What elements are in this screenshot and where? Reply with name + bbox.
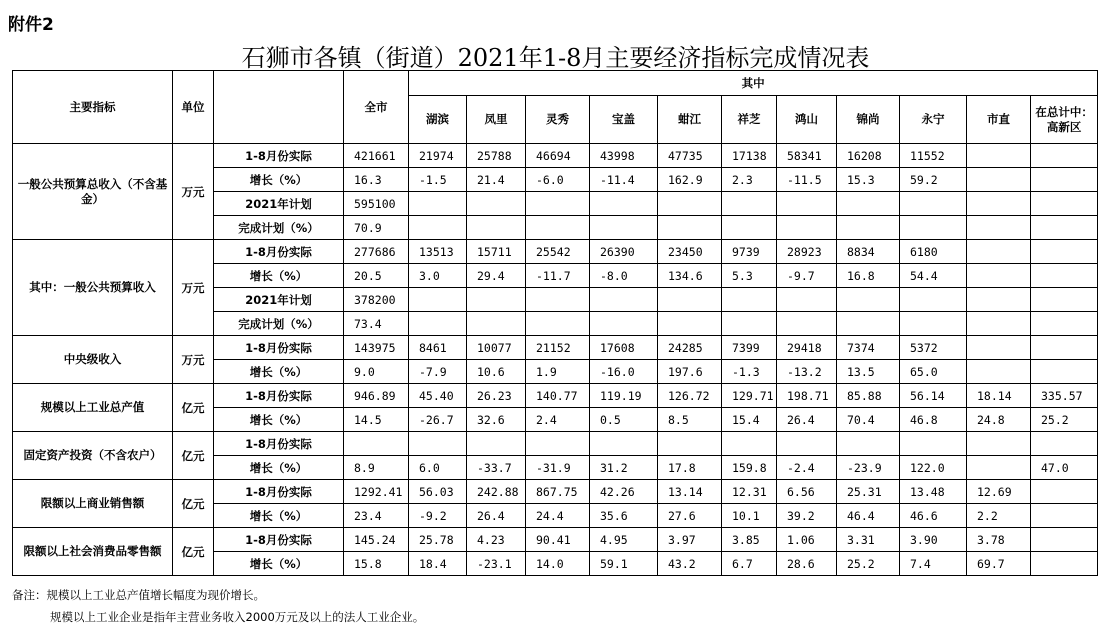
indicator-name: 中央级收入: [13, 336, 173, 384]
value-cell: 31.2: [590, 456, 658, 480]
value-cell: [526, 216, 590, 240]
value-cell: 867.75: [526, 480, 590, 504]
value-cell: 145.24: [344, 528, 409, 552]
table-header: [13, 71, 1098, 144]
value-cell: [1031, 312, 1098, 336]
value-cell: 129.71: [722, 384, 777, 408]
table-title: 石狮市各镇（街道）2021年1-8月主要经济指标完成情况表: [241, 44, 870, 72]
value-cell: [1031, 216, 1098, 240]
value-cell: [1031, 264, 1098, 288]
row-label: 增长（%）: [214, 456, 344, 480]
value-cell: 32.6: [467, 408, 526, 432]
value-cell: 9739: [722, 240, 777, 264]
value-cell: 6.0: [409, 456, 467, 480]
value-cell: -23.1: [467, 552, 526, 576]
row-label: 1-8月份实际: [214, 480, 344, 504]
value-cell: [658, 312, 722, 336]
value-cell: 90.41: [526, 528, 590, 552]
value-cell: 3.85: [722, 528, 777, 552]
value-cell: 28.6: [777, 552, 837, 576]
row-label: 增长（%）: [214, 552, 344, 576]
value-cell: 335.57: [1031, 384, 1098, 408]
header-unit: 单位: [173, 71, 214, 144]
value-cell: 17608: [590, 336, 658, 360]
value-cell: -2.4: [777, 456, 837, 480]
value-cell: 3.78: [967, 528, 1031, 552]
value-cell: 2.4: [526, 408, 590, 432]
value-cell: 10.6: [467, 360, 526, 384]
value-cell: [526, 288, 590, 312]
value-cell: [837, 216, 900, 240]
value-cell: 119.19: [590, 384, 658, 408]
value-cell: 46694: [526, 144, 590, 168]
value-cell: [409, 192, 467, 216]
value-cell: 15.4: [722, 408, 777, 432]
value-cell: 159.8: [722, 456, 777, 480]
value-cell: [967, 336, 1031, 360]
value-cell: -11.4: [590, 168, 658, 192]
value-cell: 13.5: [837, 360, 900, 384]
row-label: 1-8月份实际: [214, 336, 344, 360]
value-cell: 59.2: [900, 168, 967, 192]
value-cell: 197.6: [658, 360, 722, 384]
value-cell: [590, 192, 658, 216]
value-cell: 23450: [658, 240, 722, 264]
value-cell: 6.7: [722, 552, 777, 576]
header-main-indicator: 主要指标: [13, 71, 173, 144]
value-cell: 13.48: [900, 480, 967, 504]
value-cell: [1031, 168, 1098, 192]
indicator-unit: 亿元: [173, 384, 214, 432]
row-label: 1-8月份实际: [214, 432, 344, 456]
value-cell: 1.06: [777, 528, 837, 552]
value-cell: [777, 312, 837, 336]
indicator-name: 固定资产投资（不含农户）: [13, 432, 173, 480]
header-district: 市直: [967, 96, 1031, 144]
value-cell: 43.2: [658, 552, 722, 576]
value-cell: 8.9: [344, 456, 409, 480]
row-label: 增长（%）: [214, 408, 344, 432]
value-cell: 16.3: [344, 168, 409, 192]
value-cell: 47735: [658, 144, 722, 168]
header-district: 蚶江: [658, 96, 722, 144]
value-cell: 26.23: [467, 384, 526, 408]
indicator-unit: 万元: [173, 240, 214, 336]
value-cell: 15.3: [837, 168, 900, 192]
value-cell: [1031, 192, 1098, 216]
value-cell: [526, 432, 590, 456]
value-cell: 46.8: [900, 408, 967, 432]
value-cell: [1031, 240, 1098, 264]
header-row: [13, 71, 1098, 96]
value-cell: 47.0: [1031, 456, 1098, 480]
attachment-label: 附件2: [8, 15, 54, 35]
value-cell: 39.2: [777, 504, 837, 528]
value-cell: 0.5: [590, 408, 658, 432]
note-line: 规模以上工业企业是指年主营业务收入2000万元及以上的法人工业企业。: [50, 610, 425, 624]
value-cell: 6180: [900, 240, 967, 264]
value-cell: 6.56: [777, 480, 837, 504]
value-cell: 23.4: [344, 504, 409, 528]
value-cell: 15.8: [344, 552, 409, 576]
indicator-name: 一般公共预算总收入（不含基金）: [13, 144, 173, 240]
value-cell: [967, 360, 1031, 384]
value-cell: 70.9: [344, 216, 409, 240]
value-cell: -23.9: [837, 456, 900, 480]
indicator-name: 其中：一般公共预算收入: [13, 240, 173, 336]
value-cell: 20.5: [344, 264, 409, 288]
value-cell: 7399: [722, 336, 777, 360]
value-cell: [526, 312, 590, 336]
table-body: [13, 144, 1098, 576]
table-row: [13, 240, 1098, 264]
value-cell: 46.6: [900, 504, 967, 528]
value-cell: 21.4: [467, 168, 526, 192]
value-cell: [467, 192, 526, 216]
value-cell: 26.4: [777, 408, 837, 432]
value-cell: 25.2: [837, 552, 900, 576]
value-cell: -1.5: [409, 168, 467, 192]
value-cell: 140.77: [526, 384, 590, 408]
value-cell: 162.9: [658, 168, 722, 192]
value-cell: 126.72: [658, 384, 722, 408]
indicator-unit: 亿元: [173, 432, 214, 480]
row-label: 1-8月份实际: [214, 384, 344, 408]
value-cell: 9.0: [344, 360, 409, 384]
value-cell: 24285: [658, 336, 722, 360]
value-cell: [837, 288, 900, 312]
value-cell: [590, 216, 658, 240]
value-cell: [900, 288, 967, 312]
value-cell: 65.0: [900, 360, 967, 384]
value-cell: 35.6: [590, 504, 658, 528]
value-cell: [467, 288, 526, 312]
value-cell: 73.4: [344, 312, 409, 336]
value-cell: 5372: [900, 336, 967, 360]
value-cell: [837, 312, 900, 336]
value-cell: 45.40: [409, 384, 467, 408]
value-cell: [1031, 336, 1098, 360]
value-cell: 946.89: [344, 384, 409, 408]
value-cell: [658, 432, 722, 456]
value-cell: 56.03: [409, 480, 467, 504]
value-cell: [967, 216, 1031, 240]
value-cell: 242.88: [467, 480, 526, 504]
table-row: [13, 480, 1098, 504]
table-row: [13, 336, 1098, 360]
indicator-unit: 万元: [173, 336, 214, 384]
indicator-unit: 万元: [173, 144, 214, 240]
value-cell: [1031, 552, 1098, 576]
value-cell: [658, 288, 722, 312]
value-cell: 198.71: [777, 384, 837, 408]
value-cell: 15711: [467, 240, 526, 264]
value-cell: 8834: [837, 240, 900, 264]
indicator-table: [12, 70, 1098, 576]
value-cell: 43998: [590, 144, 658, 168]
value-cell: 29418: [777, 336, 837, 360]
value-cell: 59.1: [590, 552, 658, 576]
value-cell: [722, 216, 777, 240]
value-cell: [1031, 144, 1098, 168]
value-cell: -8.0: [590, 264, 658, 288]
value-cell: [658, 216, 722, 240]
value-cell: 18.14: [967, 384, 1031, 408]
value-cell: [967, 168, 1031, 192]
header-of-which: 其中: [409, 71, 1098, 96]
value-cell: 3.97: [658, 528, 722, 552]
value-cell: [409, 312, 467, 336]
value-cell: 18.4: [409, 552, 467, 576]
value-cell: 12.31: [722, 480, 777, 504]
table-row: [13, 384, 1098, 408]
value-cell: 24.8: [967, 408, 1031, 432]
value-cell: 56.14: [900, 384, 967, 408]
value-cell: [344, 432, 409, 456]
value-cell: -7.9: [409, 360, 467, 384]
value-cell: [837, 432, 900, 456]
value-cell: -9.7: [777, 264, 837, 288]
value-cell: 16208: [837, 144, 900, 168]
value-cell: 143975: [344, 336, 409, 360]
value-cell: 29.4: [467, 264, 526, 288]
value-cell: [967, 288, 1031, 312]
value-cell: [722, 288, 777, 312]
value-cell: 25.2: [1031, 408, 1098, 432]
value-cell: [409, 288, 467, 312]
value-cell: [590, 312, 658, 336]
value-cell: 421661: [344, 144, 409, 168]
header-district: 灵秀: [526, 96, 590, 144]
value-cell: [722, 312, 777, 336]
value-cell: 17138: [722, 144, 777, 168]
value-cell: 10.1: [722, 504, 777, 528]
value-cell: 28923: [777, 240, 837, 264]
value-cell: 378200: [344, 288, 409, 312]
value-cell: 21974: [409, 144, 467, 168]
value-cell: 54.4: [900, 264, 967, 288]
value-cell: 3.90: [900, 528, 967, 552]
header-district: 湖滨: [409, 96, 467, 144]
value-cell: [900, 312, 967, 336]
value-cell: [526, 192, 590, 216]
value-cell: -31.9: [526, 456, 590, 480]
value-cell: 13513: [409, 240, 467, 264]
value-cell: [967, 144, 1031, 168]
value-cell: [967, 264, 1031, 288]
table-row: [13, 528, 1098, 552]
value-cell: 17.8: [658, 456, 722, 480]
value-cell: 12.69: [967, 480, 1031, 504]
value-cell: -11.5: [777, 168, 837, 192]
value-cell: 5.3: [722, 264, 777, 288]
value-cell: 42.26: [590, 480, 658, 504]
header-district: 宝盖: [590, 96, 658, 144]
table-row: [13, 432, 1098, 456]
value-cell: [409, 216, 467, 240]
indicator-name: 限额以上商业销售额: [13, 480, 173, 528]
value-cell: 8461: [409, 336, 467, 360]
value-cell: -11.7: [526, 264, 590, 288]
value-cell: [722, 432, 777, 456]
value-cell: [967, 192, 1031, 216]
value-cell: -16.0: [590, 360, 658, 384]
value-cell: 122.0: [900, 456, 967, 480]
indicator-name: 规模以上工业总产值: [13, 384, 173, 432]
value-cell: 595100: [344, 192, 409, 216]
value-cell: -9.2: [409, 504, 467, 528]
header-district: 凤里: [467, 96, 526, 144]
value-cell: 69.7: [967, 552, 1031, 576]
value-cell: [777, 192, 837, 216]
value-cell: [1031, 528, 1098, 552]
row-label: 1-8月份实际: [214, 144, 344, 168]
row-label: 增长（%）: [214, 360, 344, 384]
value-cell: 8.5: [658, 408, 722, 432]
value-cell: 134.6: [658, 264, 722, 288]
value-cell: 21152: [526, 336, 590, 360]
value-cell: [900, 216, 967, 240]
value-cell: [777, 432, 837, 456]
value-cell: [1031, 360, 1098, 384]
value-cell: 13.14: [658, 480, 722, 504]
value-cell: 16.8: [837, 264, 900, 288]
value-cell: [658, 192, 722, 216]
row-label: 增长（%）: [214, 504, 344, 528]
value-cell: 25788: [467, 144, 526, 168]
value-cell: [900, 432, 967, 456]
value-cell: 1.9: [526, 360, 590, 384]
indicator-unit: 亿元: [173, 528, 214, 576]
value-cell: 26.4: [467, 504, 526, 528]
row-label: 增长（%）: [214, 264, 344, 288]
row-label: 1-8月份实际: [214, 240, 344, 264]
table-row: [13, 144, 1098, 168]
value-cell: 2.3: [722, 168, 777, 192]
header-district: 锦尚: [837, 96, 900, 144]
value-cell: [777, 288, 837, 312]
indicator-name: 限额以上社会消费品零售额: [13, 528, 173, 576]
row-label: 完成计划（%）: [214, 216, 344, 240]
value-cell: 10077: [467, 336, 526, 360]
header-city: 全市: [344, 71, 409, 144]
value-cell: -13.2: [777, 360, 837, 384]
value-cell: [777, 216, 837, 240]
notes: [12, 584, 424, 628]
value-cell: -1.3: [722, 360, 777, 384]
indicator-unit: 亿元: [173, 480, 214, 528]
header-blank: [214, 71, 344, 144]
value-cell: [967, 312, 1031, 336]
header-district: 在总计中：高新区: [1031, 96, 1098, 144]
note-line: 备注：规模以上工业总产值增长幅度为现价增长。: [12, 588, 265, 602]
row-label: 增长（%）: [214, 168, 344, 192]
value-cell: -26.7: [409, 408, 467, 432]
value-cell: 25542: [526, 240, 590, 264]
value-cell: [467, 312, 526, 336]
value-cell: 14.0: [526, 552, 590, 576]
value-cell: 7374: [837, 336, 900, 360]
value-cell: 2.2: [967, 504, 1031, 528]
value-cell: 70.4: [837, 408, 900, 432]
value-cell: 4.23: [467, 528, 526, 552]
row-label: 2021年计划: [214, 288, 344, 312]
value-cell: 85.88: [837, 384, 900, 408]
value-cell: [837, 192, 900, 216]
value-cell: -33.7: [467, 456, 526, 480]
header-district: 鸿山: [777, 96, 837, 144]
value-cell: [1031, 288, 1098, 312]
value-cell: 4.95: [590, 528, 658, 552]
value-cell: 25.78: [409, 528, 467, 552]
value-cell: 7.4: [900, 552, 967, 576]
value-cell: [1031, 504, 1098, 528]
value-cell: 11552: [900, 144, 967, 168]
value-cell: [467, 216, 526, 240]
value-cell: 1292.41: [344, 480, 409, 504]
value-cell: 58341: [777, 144, 837, 168]
value-cell: 14.5: [344, 408, 409, 432]
header-district: 永宁: [900, 96, 967, 144]
value-cell: [590, 288, 658, 312]
value-cell: 3.0: [409, 264, 467, 288]
value-cell: -6.0: [526, 168, 590, 192]
value-cell: 277686: [344, 240, 409, 264]
value-cell: [967, 432, 1031, 456]
value-cell: [900, 192, 967, 216]
value-cell: [1031, 480, 1098, 504]
value-cell: [1031, 432, 1098, 456]
value-cell: [967, 240, 1031, 264]
value-cell: [967, 456, 1031, 480]
value-cell: 3.31: [837, 528, 900, 552]
value-cell: 27.6: [658, 504, 722, 528]
row-label: 2021年计划: [214, 192, 344, 216]
value-cell: 24.4: [526, 504, 590, 528]
row-label: 1-8月份实际: [214, 528, 344, 552]
value-cell: [409, 432, 467, 456]
value-cell: 25.31: [837, 480, 900, 504]
value-cell: [722, 192, 777, 216]
value-cell: [590, 432, 658, 456]
value-cell: [467, 432, 526, 456]
header-district: 祥芝: [722, 96, 777, 144]
row-label: 完成计划（%）: [214, 312, 344, 336]
value-cell: 26390: [590, 240, 658, 264]
value-cell: 46.4: [837, 504, 900, 528]
